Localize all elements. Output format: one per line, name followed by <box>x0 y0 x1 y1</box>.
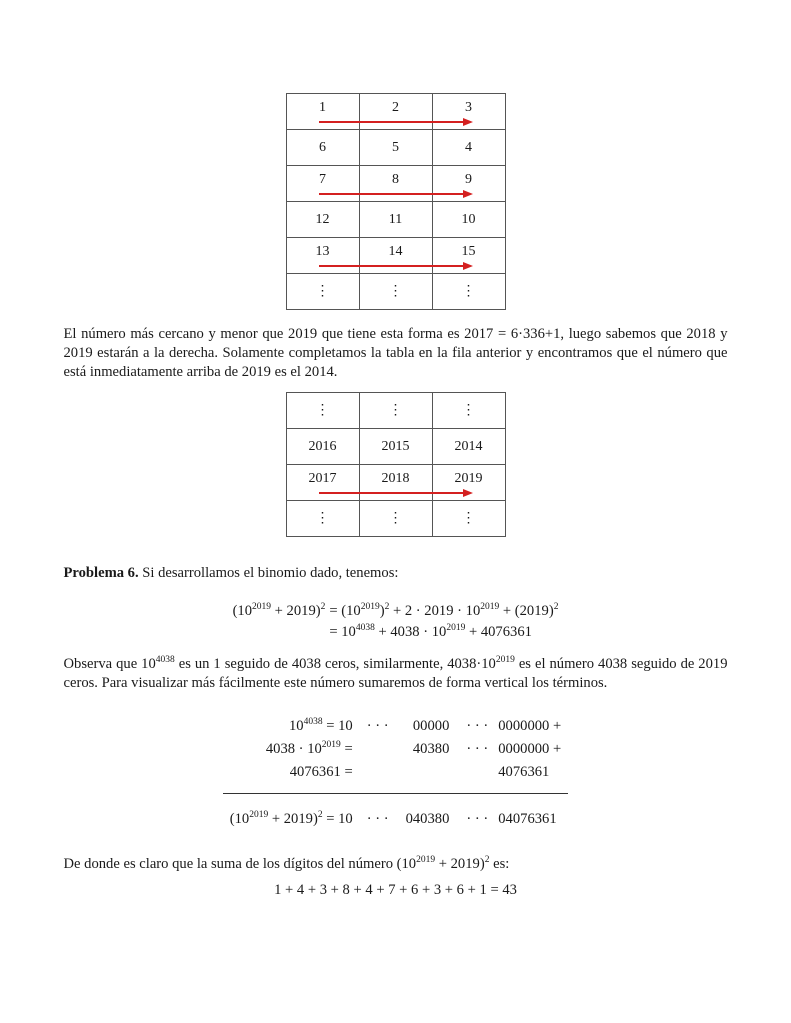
gap-cell <box>223 794 568 809</box>
digit-sum: 1 + 4 + 3 + 8 + 4 + 7 + 6 + 3 + 6 + 1 = 43 <box>274 882 517 898</box>
equation-line-2 <box>233 622 559 643</box>
grid-cell <box>286 429 359 465</box>
grid-cell <box>359 238 432 274</box>
eq-exponent: 2019 <box>480 602 500 612</box>
sum-right: 4076361 <box>498 764 550 780</box>
equation-rhs <box>329 601 558 622</box>
cell-value: 14 <box>388 243 403 259</box>
sum-lhs <box>223 738 357 761</box>
grid-row <box>286 274 505 310</box>
sum-dots: · · · <box>366 718 389 734</box>
grid-row <box>286 429 505 465</box>
cell-value: 12 <box>315 211 330 227</box>
sum-dots-empty <box>357 761 399 784</box>
cell-value: ⋮ <box>461 511 476 526</box>
eq-text: + 4076361 <box>465 624 532 640</box>
sum-mid-empty <box>399 761 457 784</box>
para-exponent: 4038 <box>155 655 175 665</box>
grid-cell <box>432 465 505 501</box>
grid-row <box>286 166 505 202</box>
cell-value: ⋮ <box>388 284 403 299</box>
sum-dots-empty <box>456 761 498 784</box>
sum-mid: 00000 <box>412 718 450 734</box>
sum-text: = <box>340 741 353 757</box>
grid-cell <box>286 166 359 202</box>
sum-mid: 040380 <box>405 811 450 827</box>
sum-exponent: 2 <box>317 810 323 820</box>
grid-cell <box>359 130 432 166</box>
sum-dots: · · · <box>466 811 489 827</box>
cell-value: ⋮ <box>461 403 476 418</box>
cell-value: 9 <box>465 171 472 187</box>
problem-label: Problema 6. <box>63 565 139 581</box>
sum-right: 04076361 <box>498 811 557 827</box>
grid-row <box>286 202 505 238</box>
year-grid-table <box>286 392 506 537</box>
grid-cell <box>359 202 432 238</box>
grid-cell <box>432 166 505 202</box>
eq-text: = 10 <box>329 624 356 640</box>
grid-cell <box>432 501 505 537</box>
cell-value: 2015 <box>381 438 410 454</box>
rule-segment <box>223 784 357 794</box>
sum-text: = 10 <box>322 811 353 827</box>
grid-cell <box>359 274 432 310</box>
grid-cell <box>432 238 505 274</box>
rule-segment <box>399 784 457 794</box>
year-grid-wrapper <box>64 392 728 537</box>
cell-value: 6 <box>319 139 326 155</box>
cell-value: 7 <box>319 171 326 187</box>
number-grid-table <box>286 93 506 310</box>
grid-row <box>286 393 505 429</box>
eq-exponent: 2 <box>553 602 559 612</box>
cell-value: 2016 <box>308 438 337 454</box>
sum-text: 4038 · 10 <box>265 741 322 757</box>
eq-text: ) <box>379 603 385 619</box>
grid-cell <box>432 202 505 238</box>
grid-row <box>286 465 505 501</box>
sum-dots: · · · <box>466 741 489 757</box>
sum-result <box>223 808 568 831</box>
sum-right: 0000000 + <box>498 741 562 757</box>
grid-cell <box>286 465 359 501</box>
grid-row <box>286 501 505 537</box>
sum-gap <box>223 794 568 809</box>
sum-exponent: 4038 <box>303 717 323 727</box>
grid-cell <box>286 202 359 238</box>
grid-cell <box>432 130 505 166</box>
eq-text: = (10 <box>329 603 361 619</box>
equation-lhs <box>233 601 330 622</box>
grid-row <box>286 94 505 130</box>
cell-value: ⋮ <box>315 511 330 526</box>
cell-value: 1 <box>319 99 326 115</box>
rule-segment <box>357 784 399 794</box>
sum-text: (10 <box>229 811 250 827</box>
eq-text: + 4038 · 10 <box>374 624 447 640</box>
sum-rule <box>223 784 568 794</box>
sum-text: 10 <box>288 718 304 734</box>
eq-exponent: 2019 <box>252 602 272 612</box>
equation-table <box>233 601 559 643</box>
eq-text: (10 <box>232 603 253 619</box>
grid-cell <box>286 501 359 537</box>
grid-cell <box>432 274 505 310</box>
cell-value: 11 <box>388 211 403 227</box>
grid-row <box>286 238 505 274</box>
sum-exponent: 2019 <box>249 810 269 820</box>
document-page <box>64 0 728 901</box>
cell-value: 8 <box>392 171 399 187</box>
cell-value: 2019 <box>454 470 483 486</box>
eq-text: + 2019) <box>271 603 321 619</box>
cell-value: ⋮ <box>461 284 476 299</box>
para-text: es el número 4038 seguido de 2019 ceros. Para visualizar más fácilmente este número sumaremos de forma vertical los términos. <box>63 656 728 691</box>
problem-heading <box>64 564 728 583</box>
para-text: De donde es claro que la suma de los dígitos del número (10 <box>63 856 417 872</box>
cell-value: 2018 <box>381 470 410 486</box>
sum-right: 0000000 + <box>498 718 562 734</box>
equation-rhs-2 <box>329 622 558 643</box>
sum-result-lhs <box>223 808 357 831</box>
grid-cell <box>286 393 359 429</box>
eq-exponent: 4038 <box>355 623 375 633</box>
sum-lhs <box>223 715 357 738</box>
cell-value: 3 <box>465 99 472 115</box>
cell-value: ⋮ <box>315 403 330 418</box>
eq-text: + (2019) <box>499 603 554 619</box>
sum-dots-empty <box>357 738 399 761</box>
grid-row <box>286 130 505 166</box>
eq-text: + 2 · 2019 · 10 <box>389 603 481 619</box>
cell-value: 15 <box>461 243 476 259</box>
eq-exponent: 2 <box>320 602 326 612</box>
cell-value: 2 <box>392 99 399 115</box>
grid-cell <box>286 274 359 310</box>
number-grid-wrapper <box>64 93 728 310</box>
sum-dots: · · · <box>466 718 489 734</box>
cell-value: 2017 <box>308 470 337 486</box>
observation-paragraph <box>64 655 728 693</box>
sum-dots: · · · <box>366 811 389 827</box>
sum-text: + 2019) <box>268 811 318 827</box>
grid-cell <box>286 238 359 274</box>
equation-line-1 <box>233 601 559 622</box>
cell-value: 5 <box>392 139 399 155</box>
eq-exponent: 2019 <box>446 623 466 633</box>
para-exponent: 2019 <box>495 655 515 665</box>
sum-text: = 10 <box>322 718 353 734</box>
binomial-equation <box>64 601 728 643</box>
rule-segment <box>456 784 498 794</box>
sum-row-2 <box>223 738 568 761</box>
cell-value: ⋮ <box>388 511 403 526</box>
cell-value: 4 <box>465 139 472 155</box>
grid-cell <box>359 94 432 130</box>
rule-segment <box>498 784 568 794</box>
eq-exponent: 2019 <box>360 602 380 612</box>
sum-mid: 40380 <box>412 741 450 757</box>
cell-value: 13 <box>315 243 330 259</box>
cell-value: ⋮ <box>315 284 330 299</box>
explanation-paragraph: El número más cercano y menor que 2019 que tiene esta forma es 2017 = 6·336+1, luego sabemos que 2018 y 2019 estarán a la derecha. Solamente completamos la tabla en la fila anterior y encontramos que el número que está inmediatamente arriba de 2019 es el 2014. <box>63 326 728 380</box>
vertical-sum <box>64 715 728 831</box>
grid-cell <box>359 501 432 537</box>
sum-lhs: 4076361 = <box>289 764 353 780</box>
equation-lhs-empty <box>233 622 330 643</box>
grid-cell <box>432 94 505 130</box>
para-text: es un 1 seguido de 4038 ceros, similarmente, 4038·10 <box>174 656 496 672</box>
grid-cell <box>432 393 505 429</box>
sum-row-1 <box>223 715 568 738</box>
cell-value: ⋮ <box>388 403 403 418</box>
para-text: Observa que 10 <box>63 656 156 672</box>
eq-exponent: 2 <box>384 602 390 612</box>
cell-value: 10 <box>461 211 476 227</box>
grid-cell <box>359 166 432 202</box>
grid-cell <box>359 429 432 465</box>
para-exponent: 2019 <box>416 855 436 865</box>
grid-cell <box>359 465 432 501</box>
para-exponent: 2 <box>484 855 490 865</box>
grid-cell <box>432 429 505 465</box>
sum-exponent: 2019 <box>321 740 341 750</box>
grid-cell <box>359 393 432 429</box>
problem-intro: Si desarrollamos el binomio dado, tenemos: <box>138 565 399 581</box>
grid-cell <box>286 130 359 166</box>
vertical-sum-table <box>223 715 568 831</box>
para-text: es: <box>489 856 510 872</box>
cell-value: 2014 <box>454 438 483 454</box>
conclusion-paragraph <box>64 855 728 874</box>
grid-cell <box>286 94 359 130</box>
para-text: + 2019) <box>435 856 485 872</box>
sum-row-3 <box>223 761 568 784</box>
